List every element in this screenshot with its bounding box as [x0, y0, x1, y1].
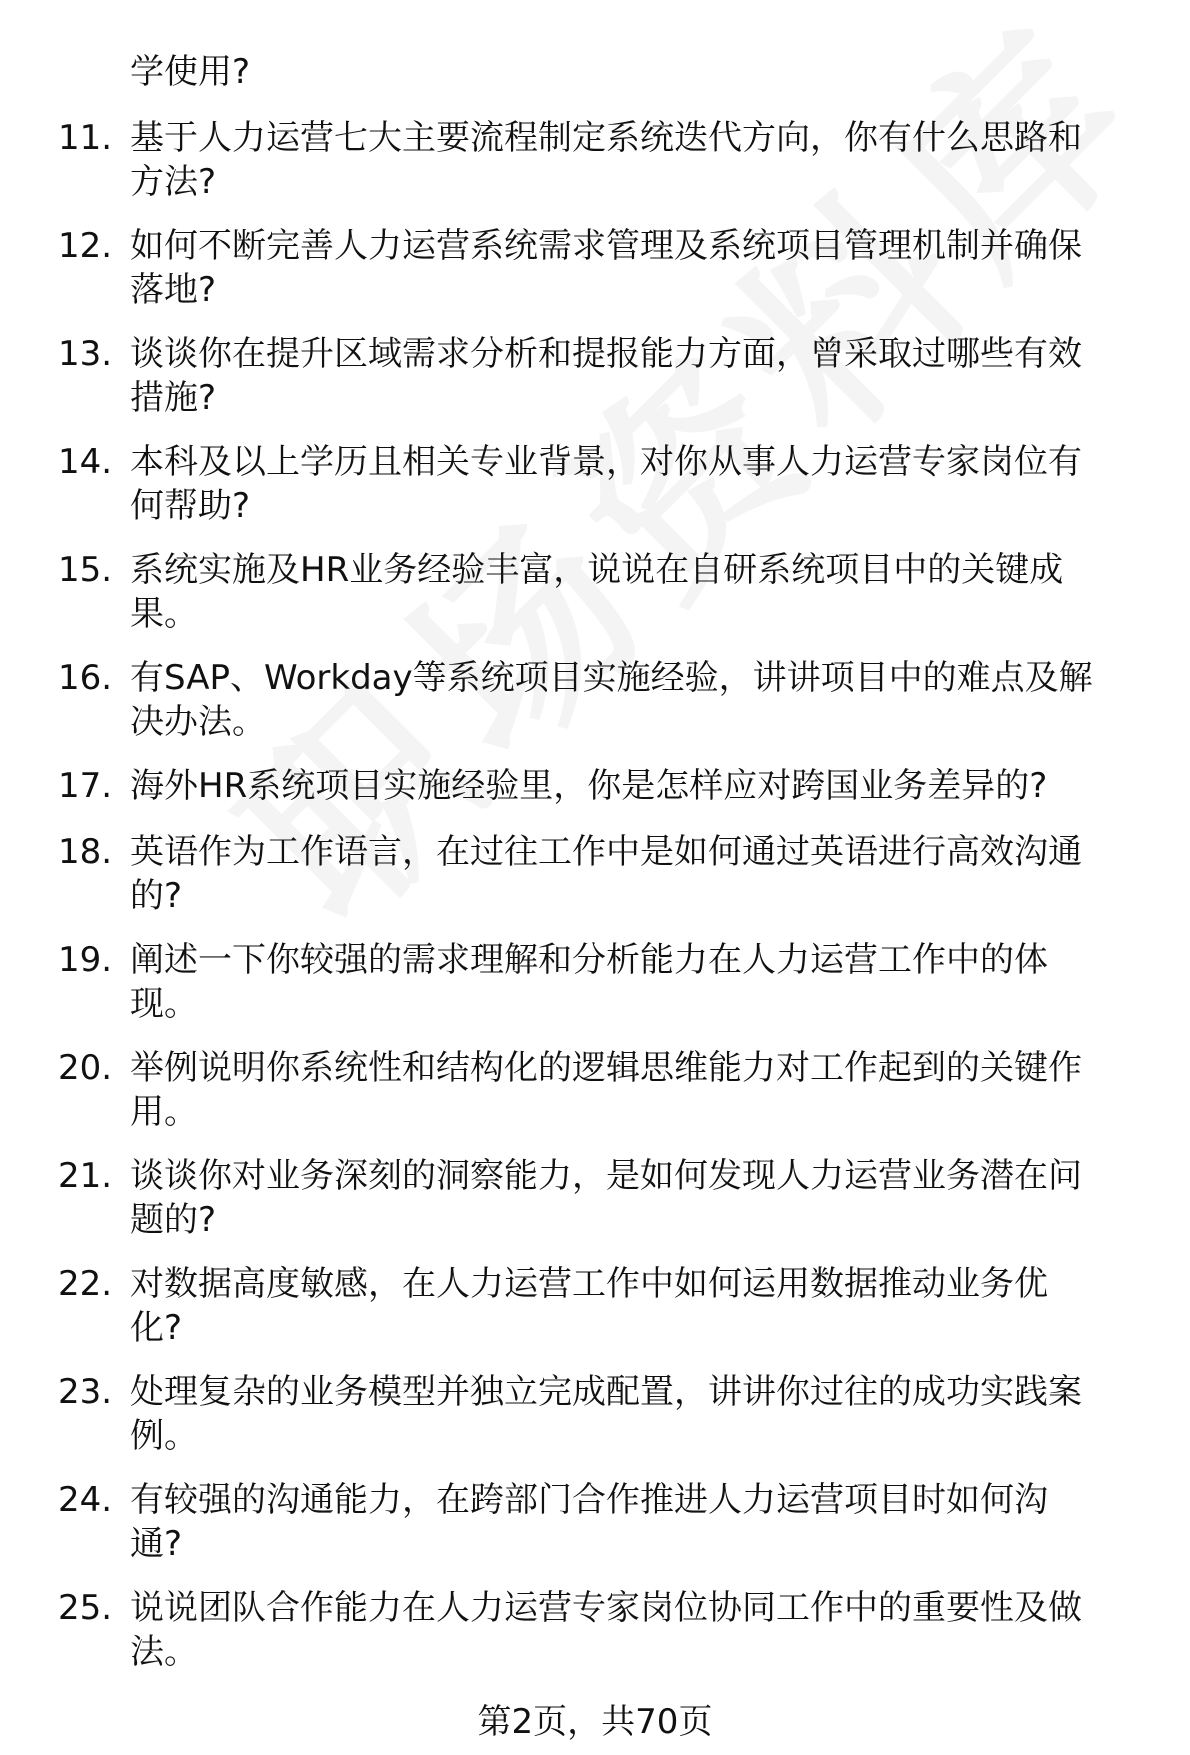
list-item — [0, 830, 1190, 938]
question-text: 本科及以上学历且相关专业背景，对你从事人力运营专家岗位有 何帮助? — [130, 442, 1082, 526]
question-number: 17. — [58, 766, 113, 806]
list-item — [0, 1262, 1190, 1370]
continuation-text: 学使用? — [130, 52, 251, 92]
list-item — [0, 224, 1190, 332]
question-text: 对数据高度敏感，在人力运营工作中如何运用数据推动业务优 化? — [130, 1264, 1048, 1348]
list-item — [0, 332, 1190, 440]
list-item — [0, 1586, 1190, 1694]
question-text: 谈谈你在提升区域需求分析和提报能力方面，曾采取过哪些有效 措施? — [130, 334, 1082, 418]
question-number: 15. — [58, 550, 113, 590]
question-number: 23. — [58, 1372, 113, 1412]
question-text: 英语作为工作语言，在过往工作中是如何通过英语进行高效沟通 的? — [130, 832, 1082, 916]
question-number: 12. — [58, 226, 113, 266]
list-item — [0, 764, 1190, 830]
question-text: 如何不断完善人力运营系统需求管理及系统项目管理机制并确保 落地? — [130, 226, 1082, 310]
question-number: 18. — [58, 832, 113, 872]
list-item — [0, 1046, 1190, 1154]
question-number: 20. — [58, 1048, 113, 1088]
list-item — [0, 440, 1190, 548]
question-text: 处理复杂的业务模型并独立完成配置，讲讲你过往的成功实践案 例。 — [130, 1372, 1082, 1456]
question-text: 有较强的沟通能力，在跨部门合作推进人力运营项目时如何沟 通? — [130, 1480, 1048, 1564]
list-item — [0, 1154, 1190, 1262]
question-number: 13. — [58, 334, 113, 374]
list-item — [0, 1478, 1190, 1586]
list-item — [0, 548, 1190, 656]
question-text: 举例说明你系统性和结构化的逻辑思维能力对工作起到的关键作 用。 — [130, 1048, 1082, 1132]
question-text: 说说团队合作能力在人力运营专家岗位协同工作中的重要性及做 法。 — [130, 1588, 1082, 1672]
question-number: 11. — [58, 118, 113, 158]
question-text: 海外HR系统项目实施经验里，你是怎样应对跨国业务差异的? — [130, 766, 1048, 806]
question-text: 谈谈你对业务深刻的洞察能力，是如何发现人力运营业务潜在问 题的? — [130, 1156, 1082, 1240]
question-text: 基于人力运营七大主要流程制定系统迭代方向，你有什么思路和 方法? — [130, 118, 1082, 202]
page-indicator: 第2页，共70页 — [477, 1702, 713, 1742]
question-number: 24. — [58, 1480, 113, 1520]
list-item — [0, 656, 1190, 764]
list-item — [0, 116, 1190, 224]
question-number: 21. — [58, 1156, 113, 1196]
question-text: 有SAP、Workday等系统项目实施经验，讲讲项目中的难点及解 决办法。 — [130, 658, 1093, 742]
question-text: 系统实施及HR业务经验丰富，说说在自研系统项目中的关键成 果。 — [130, 550, 1064, 634]
question-number: 22. — [58, 1264, 113, 1304]
question-text: 阐述一下你较强的需求理解和分析能力在人力运营工作中的体 现。 — [130, 940, 1048, 1024]
question-list — [0, 116, 1190, 1694]
question-number: 16. — [58, 658, 113, 698]
question-number: 19. — [58, 940, 113, 980]
question-number: 25. — [58, 1588, 113, 1628]
list-item — [0, 938, 1190, 1046]
question-number: 14. — [58, 442, 113, 482]
list-item — [0, 1370, 1190, 1478]
